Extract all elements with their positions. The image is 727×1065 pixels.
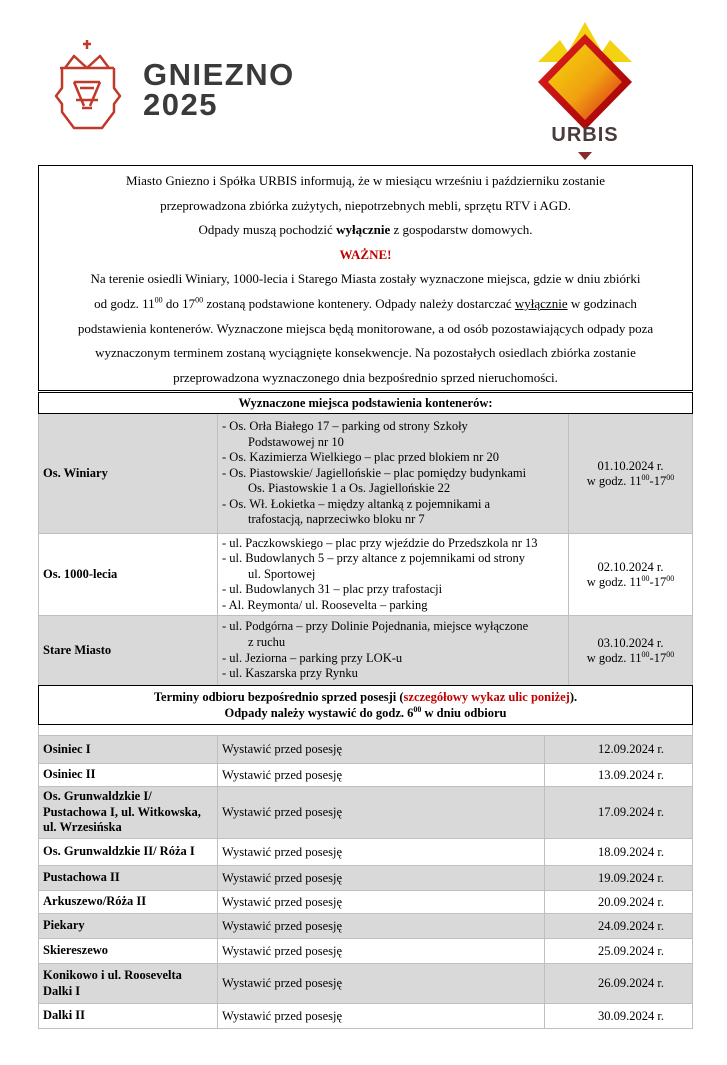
info-line-7: podstawienia kontenerów. Wyznaczone miejsca będą monitorowane, a od osób pozostawiających odpady poza [77,320,654,336]
info-line-6-a: od godz. 11 [94,295,155,311]
info-line-3-bold: wyłącznie [336,222,391,238]
table-row [39,839,693,866]
containers-table [38,392,693,686]
gniezno-logo-line1: GNIEZNO [143,57,295,92]
pickup-date: 25.09.2024 r. [545,939,693,964]
place-line: Os. Piastowskie 1 a Os. Jagiellońskie 22 [248,481,451,496]
place-line: - ul. Paczkowskiego – plac przy wjeździe do Przedszkola nr 13 [222,535,538,550]
place-line: - ul. Kaszarska przy Rynku [222,666,358,681]
urbis-logo-text: URBIS [551,124,619,146]
container-date [569,616,693,686]
caption2-a: Odpady należy wystawić do godz. 6 [224,706,414,720]
date-text: 01.10.2024 r. [597,458,664,473]
pickup-date: 19.09.2024 r. [545,866,693,891]
hours-text [573,474,688,489]
caption2-c: w dniu odbioru [421,706,507,720]
table-row [39,414,693,534]
container-date [569,534,693,616]
date-text: 03.10.2024 r. [597,635,664,650]
area-name: Os. 1000-lecia [39,534,218,616]
pickup-action: Wystawić przed posesję [218,764,545,787]
info-line-8: wyznaczonym terminem zostaną wyciągnięte konsekwencje. Na pozostałych osiedlach zbiórka zostanie [95,345,636,361]
table-row [39,891,693,914]
hours-text [573,651,688,666]
gniezno-logo-line2: 2025 [143,87,218,122]
area-name: Arkuszewo/Róża II [39,891,218,914]
table-row [39,534,693,616]
info-line-3-pre: Odpady muszą pochodzić [198,222,337,238]
area-name: Stare Miasto [39,616,218,686]
hours-c: -17 [649,650,667,665]
place-line: - Os. Wł. Łokietka – między altanką z pojemnikami a [222,496,491,511]
pickup-date: 24.09.2024 r. [545,914,693,939]
table-row [39,964,693,1004]
hours-a: w godz. 11 [586,473,642,488]
hours-text [573,575,688,590]
info-line-6-e: zostaną podstawione kontenery. Odpady należy dostarczać [203,295,515,311]
hours-a: w godz. 11 [586,574,642,589]
hours-d: 00 [666,649,675,659]
info-line-1: Miasto Gniezno i Spółka URBIS informują, że w miesiącu wrześniu i październiku zostanie [125,173,606,188]
area-name: Os. Winiary [39,414,218,534]
pickup-action: Wystawić przed posesję [218,914,545,939]
pickup-date: 12.09.2024 r. [545,736,693,764]
pickup-action: Wystawić przed posesję [218,787,545,839]
area-name: Osiniec II [39,764,218,787]
area-name: Piekary [39,914,218,939]
pickup-caption [39,686,693,725]
area-name: Os. Grunwaldzkie II/ Róża I [39,839,218,866]
hours-d: 00 [666,472,675,482]
info-line-3 [39,218,692,243]
caption-post: ). [569,690,578,704]
hours-b: 00 [641,573,650,583]
pickup-date: 17.09.2024 r. [545,787,693,839]
place-line: trafostacją, naprzeciwko bloku nr 7 [248,512,425,527]
caption-red: szczegółowy wykaz ulic poniżej [403,690,570,704]
pickup-caption-line2 [43,705,688,721]
gniezno-2025-logo [50,38,340,138]
container-date [569,414,693,534]
area-name: Konikowo i ul. Roosevelta Dalki I [39,964,218,1004]
area-name: Dalki II [39,1004,218,1029]
info-line-2: przeprowadzona zbiórka zużytych, niepotrzebnych mebli, sprzętu RTV i AGD. [160,197,571,213]
pickup-action: Wystawić przed posesję [218,1004,545,1029]
area-name: Os. Grunwaldzkie I/ Pustachowa I, ul. Witkowska, ul. Wrzesińska [39,787,218,839]
place-line: - ul. Budowlanych 31 – plac przy trafostacji [222,582,443,597]
table-row [39,736,693,764]
info-line-6-d: 00 [195,295,204,305]
pickup-date: 26.09.2024 r. [545,964,693,1004]
info-line-6-f: w godzinach [567,295,637,311]
area-name: Pustachowa II [39,866,218,891]
containers-caption: Wyznaczone miejsca podstawienia kontenerów: [39,393,693,414]
pickup-date: 30.09.2024 r. [545,1004,693,1029]
pickup-action: Wystawić przed posesję [218,939,545,964]
place-line: - ul. Jeziorna – parking przy LOK-u [222,650,403,665]
hours-c: -17 [649,574,667,589]
info-line-5: Na terenie osiedli Winiary, 1000-lecia i Starego Miasta zostały wyznaczone miejsca, gdzie w dniu zbiórki [90,271,641,287]
gniezno-logo-text [143,57,295,122]
info-line-6-underlined: wyłącznie [514,295,568,311]
pickup-table [38,685,693,1029]
pickup-date: 18.09.2024 r. [545,839,693,866]
place-line: z ruchu [248,634,286,649]
caption2-b: 00 [413,704,422,714]
info-line-6-b: 00 [154,295,163,305]
table-row [39,866,693,891]
place-line: - ul. Podgórna – przy Dolinie Pojednania, miejsce wyłączone [222,619,529,634]
place-line: ul. Sportowej [248,566,316,581]
pickup-date: 20.09.2024 r. [545,891,693,914]
hours-d: 00 [666,573,675,583]
info-line-6-c: do 17 [162,295,196,311]
pickup-action: Wystawić przed posesję [218,736,545,764]
container-places [218,534,569,616]
pickup-action: Wystawić przed posesję [218,891,545,914]
urbis-logo [530,22,640,162]
hours-b: 00 [641,472,650,482]
info-line-6 [39,292,692,317]
place-line: - Os. Piastowskie/ Jagiellońskie – plac pomiędzy budynkami [222,465,527,480]
info-line-9: przeprowadzona wyznaczonego dnia bezpośrednio sprzed nieruchomości. [173,369,558,385]
container-places [218,414,569,534]
area-name: Osiniec I [39,736,218,764]
important-heading: WAŻNE! [339,246,392,262]
pickup-action: Wystawić przed posesję [218,866,545,891]
container-places [218,616,569,686]
pickup-caption-line1 [43,689,688,705]
spacer [39,725,693,736]
pickup-action: Wystawić przed posesję [218,964,545,1004]
info-line-3-post: z gospodarstw domowych. [390,222,533,238]
crowned-head-icon [50,38,140,138]
header [0,0,727,165]
place-line: - ul. Budowlanych 5 – przy altance z pojemnikami od strony [222,551,526,566]
area-name: Skiereszewo [39,939,218,964]
hours-b: 00 [641,649,650,659]
date-text: 02.10.2024 r. [597,559,664,574]
table-row [39,787,693,839]
pickup-action: Wystawić przed posesję [218,839,545,866]
hours-a: w godz. 11 [586,650,642,665]
hours-c: -17 [649,473,667,488]
table-row [39,914,693,939]
caption-pre: Terminy odbioru bezpośrednio sprzed posesji ( [153,690,404,704]
place-line: - Os. Kazimierza Wielkiego – plac przed blokiem nr 20 [222,450,499,465]
table-row [39,1004,693,1029]
table-row [39,939,693,964]
place-line: Podstawowej nr 10 [248,434,344,449]
place-line: - Os. Orła Białego 17 – parking od strony Szkoły [222,418,468,433]
table-row [39,616,693,686]
announcement-box [38,165,693,391]
place-line: - Al. Reymonta/ ul. Roosevelta – parking [222,597,428,612]
pickup-date: 13.09.2024 r. [545,764,693,787]
table-row [39,764,693,787]
